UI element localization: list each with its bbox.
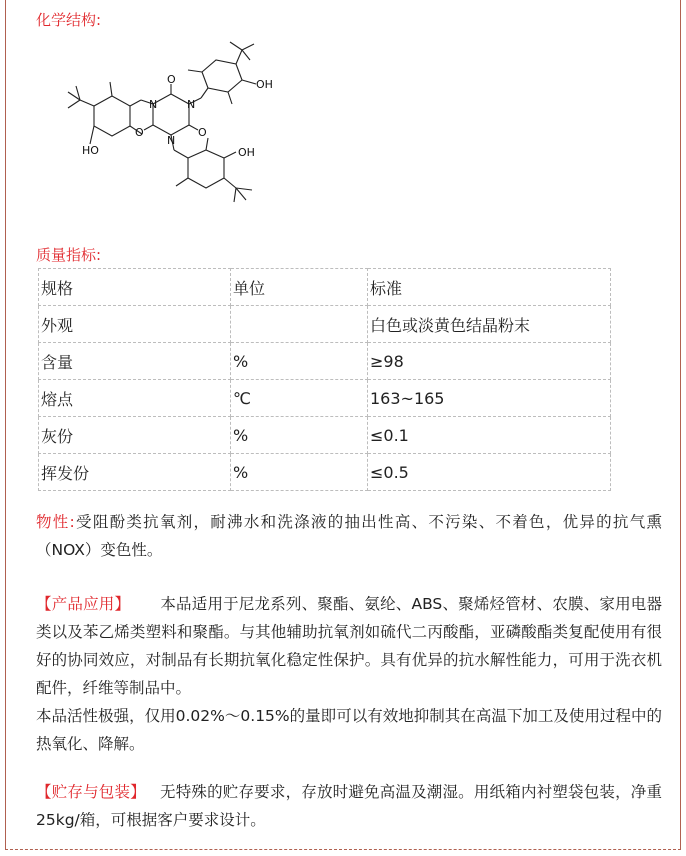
application-text-2: 本品活性极强，仅用0.02%～0.15%的量即可以有效地抑制其在高温下加工及使用过程中的热氧化、降解。 — [36, 707, 662, 753]
table-row — [39, 306, 611, 343]
oh-label: OH — [238, 146, 255, 159]
table-cell: ≥98 — [368, 343, 611, 380]
table-cell: 含量 — [39, 343, 231, 380]
table-row — [39, 343, 611, 380]
chemical-structure-diagram — [46, 40, 296, 215]
quality-title: 质量指标: — [36, 246, 102, 264]
table-cell: 163~165 — [368, 380, 611, 417]
storage-paragraph — [36, 778, 662, 834]
table-cell: 熔点 — [39, 380, 231, 417]
table-cell: % — [231, 417, 368, 454]
application-text: 本品适用于尼龙系列、聚酯、氨纶、ABS、聚烯烃管材、农膜、家用电器类以及苯乙烯类塑料和聚酯。与其他辅助抗氧剂如硫代二丙酸酯，亚磷酸酯类复配使用有很好的协同效应，对制品有长期抗氧化稳定性保护。具有优异的抗水解性能力，可用于洗衣机配件，纤维等制品中。 — [36, 595, 662, 697]
table-header-cell: 单位 — [231, 269, 368, 306]
table-cell: % — [231, 343, 368, 380]
table-cell: ℃ — [231, 380, 368, 417]
oh-label: HO — [82, 144, 99, 157]
n-label: N — [167, 134, 176, 147]
table-row — [39, 380, 611, 417]
table-header-cell: 标准 — [368, 269, 611, 306]
structure-title: 化学结构: — [36, 11, 102, 29]
quality-spec-table — [38, 268, 611, 491]
properties-text: 受阻酚类抗氧剂，耐沸水和洗涤液的抽出性高、不污染、不着色，优异的抗气熏（NOX）变色性。 — [36, 513, 662, 559]
table-header-cell: 规格 — [39, 269, 231, 306]
n-label: N — [149, 98, 158, 111]
table-cell: % — [231, 454, 368, 491]
table-cell: 灰份 — [39, 417, 231, 454]
properties-paragraph — [36, 508, 662, 564]
storage-text: 无特殊的贮存要求，存放时避免高温及潮湿。用纸箱内衬塑袋包装，净重25kg/箱，可根据客户要求设计。 — [36, 783, 662, 829]
o-label: O — [135, 126, 144, 139]
table-header-row — [39, 269, 611, 306]
o-label: O — [167, 73, 176, 86]
table-cell: ≤0.5 — [368, 454, 611, 491]
application-paragraph — [36, 590, 662, 758]
table-cell: 挥发份 — [39, 454, 231, 491]
table-row — [39, 454, 611, 491]
table-cell — [231, 306, 368, 343]
n-label: N — [187, 98, 196, 111]
table-row — [39, 417, 611, 454]
storage-label: 【贮存与包装】 — [36, 783, 146, 801]
table-cell: 白色或淡黄色结晶粉末 — [368, 306, 611, 343]
application-label: 【产品应用】 — [36, 595, 131, 613]
o-label: O — [198, 126, 207, 139]
oh-label: OH — [256, 78, 273, 91]
properties-label: 物性: — [36, 513, 75, 531]
table-cell: ≤0.1 — [368, 417, 611, 454]
table-cell: 外观 — [39, 306, 231, 343]
